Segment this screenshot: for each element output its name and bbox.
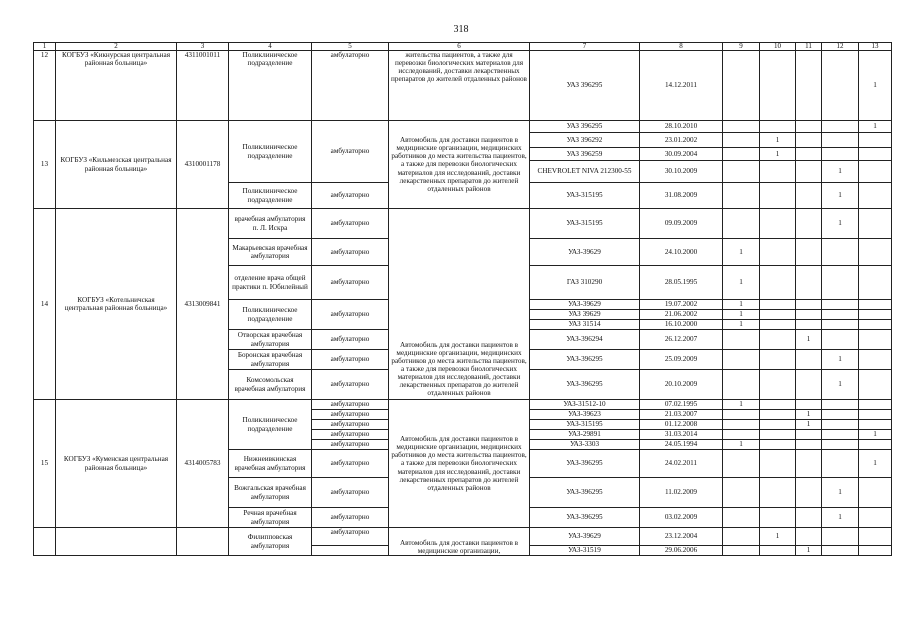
cell xyxy=(723,161,760,183)
cell xyxy=(796,350,822,370)
cell xyxy=(796,450,822,478)
organization-name: КОГБУЗ «Куменская центральная районная больница» xyxy=(56,400,177,528)
department: Вожгальская врачебная амбулатория xyxy=(229,478,312,508)
cell xyxy=(859,209,892,239)
vehicle-model: УАЗ-315195 xyxy=(530,420,640,430)
cell xyxy=(822,420,859,430)
registration-date: 28.05.1995 xyxy=(640,266,723,300)
care-form: амбулаторно xyxy=(312,508,389,528)
cell xyxy=(859,300,892,310)
mark: 1 xyxy=(822,508,859,528)
mark: 1 xyxy=(822,161,859,183)
mark: 1 xyxy=(723,320,760,330)
cell xyxy=(723,370,760,400)
mark: 1 xyxy=(760,148,796,161)
care-form: амбулаторно xyxy=(312,209,389,239)
cell xyxy=(822,440,859,450)
cell xyxy=(723,121,760,133)
department: Поликлиническое подразделение xyxy=(229,400,312,450)
cell xyxy=(859,266,892,300)
cell xyxy=(822,320,859,330)
cell xyxy=(760,330,796,350)
cell xyxy=(859,528,892,546)
care-form: амбулаторно xyxy=(312,410,389,420)
registration-date: 30.10.2009 xyxy=(640,161,723,183)
department: Поликлиническое подразделение xyxy=(229,183,312,209)
registration-date: 30.09.2004 xyxy=(640,148,723,161)
cell xyxy=(796,400,822,410)
vehicle-model: УАЗ-396294 xyxy=(530,330,640,350)
registration-date: 21.06.2002 xyxy=(640,310,723,320)
registration-date: 14.12.2011 xyxy=(640,51,723,121)
registration-date: 16.10.2000 xyxy=(640,320,723,330)
care-form: амбулаторно xyxy=(312,51,389,121)
table-row xyxy=(34,528,892,546)
cell xyxy=(760,320,796,330)
cell xyxy=(760,370,796,400)
mark: 1 xyxy=(822,370,859,400)
cell xyxy=(822,430,859,440)
department: Боронская врачебная амбулатория xyxy=(229,350,312,370)
mark: 1 xyxy=(822,209,859,239)
row-number: 13 xyxy=(34,121,56,209)
vehicle-model: УАЗ-31519 xyxy=(530,546,640,556)
header-cell: 7 xyxy=(530,43,640,51)
vehicle-model: УАЗ 396295 xyxy=(530,121,640,133)
cell xyxy=(723,478,760,508)
vehicle-model: УАЗ-39629 xyxy=(530,239,640,266)
vehicle-model: УАЗ-315195 xyxy=(530,183,640,209)
cell xyxy=(796,310,822,320)
registration-date: 11.02.2009 xyxy=(640,478,723,508)
vehicle-model: УАЗ-3303 xyxy=(530,440,640,450)
care-form: амбулаторно xyxy=(312,330,389,350)
cell xyxy=(859,320,892,330)
header-cell: 12 xyxy=(822,43,859,51)
mark: 1 xyxy=(822,183,859,209)
cell xyxy=(796,183,822,209)
registration-date: 25.09.2009 xyxy=(640,350,723,370)
registration-date: 01.12.2008 xyxy=(640,420,723,430)
header-row xyxy=(34,43,892,51)
care-form: амбулаторно xyxy=(312,239,389,266)
cell xyxy=(796,508,822,528)
registration-date: 09.09.2009 xyxy=(640,209,723,239)
cell xyxy=(822,310,859,320)
mark: 1 xyxy=(859,430,892,440)
cell xyxy=(796,440,822,450)
header-cell: 9 xyxy=(723,43,760,51)
cell xyxy=(723,51,760,121)
department: Отворская врачебная амбулатория xyxy=(229,330,312,350)
vehicle-model: УАЗ-31512-10 xyxy=(530,400,640,410)
cell xyxy=(760,478,796,508)
registration-date: 24.05.1994 xyxy=(640,440,723,450)
registration-date: 19.07.2002 xyxy=(640,300,723,310)
mark: 1 xyxy=(796,410,822,420)
mark: 1 xyxy=(822,478,859,508)
page-number: 318 xyxy=(453,24,469,35)
organization-name: КОГБУЗ «Кильмезская центральная районная больница» xyxy=(56,121,177,209)
cell xyxy=(723,148,760,161)
cell xyxy=(760,440,796,450)
mark: 1 xyxy=(859,121,892,133)
cell xyxy=(760,183,796,209)
cell xyxy=(723,183,760,209)
registration-date: 31.08.2009 xyxy=(640,183,723,209)
organization-name: КОГБУЗ «Котельничская центральная районная больница» xyxy=(56,209,177,400)
cell xyxy=(760,300,796,310)
row-number xyxy=(34,528,56,556)
mark: 1 xyxy=(723,400,760,410)
department: врачебная амбулатория п. Л. Искра xyxy=(229,209,312,239)
registration-date: 21.03.2007 xyxy=(640,410,723,420)
table-row xyxy=(34,209,892,239)
cell xyxy=(822,450,859,478)
registration-date: 28.10.2010 xyxy=(640,121,723,133)
cell xyxy=(796,239,822,266)
care-form: амбулаторно xyxy=(312,528,389,546)
cell xyxy=(760,546,796,556)
cell xyxy=(723,133,760,148)
care-form: амбулаторно xyxy=(312,430,389,440)
registration-date: 24.10.2000 xyxy=(640,239,723,266)
mark: 1 xyxy=(723,310,760,320)
vehicle-model: УАЗ 396295 xyxy=(530,51,640,121)
cell xyxy=(723,450,760,478)
mark: 1 xyxy=(723,300,760,310)
cell xyxy=(859,310,892,320)
vehicle-model: УАЗ 396259 xyxy=(530,148,640,161)
mark: 1 xyxy=(796,546,822,556)
header-cell: 8 xyxy=(640,43,723,51)
mark: 1 xyxy=(796,420,822,430)
row-number: 12 xyxy=(34,51,56,121)
vehicle-registry-table xyxy=(33,42,892,556)
table-row xyxy=(34,51,892,121)
vehicle-purpose: Автомобиль для доставки пациентов в медицинские организации, медицинских работников до места жительства пациентов, а также для перевозки биологических материалов для исследований, доставки лекарственных препаратов до жителей отдаленных районов xyxy=(389,209,530,400)
cell xyxy=(859,478,892,508)
care-form: амбулаторно xyxy=(312,420,389,430)
registration-date: 03.02.2009 xyxy=(640,508,723,528)
cell xyxy=(796,121,822,133)
inn: 4313009841 xyxy=(177,209,229,400)
cell xyxy=(760,161,796,183)
department: Макарьевская врачебная амбулатория xyxy=(229,239,312,266)
cell xyxy=(796,300,822,310)
vehicle-model: УАЗ-39629 xyxy=(530,528,640,546)
cell xyxy=(723,546,760,556)
cell xyxy=(859,148,892,161)
registration-date: 23.01.2002 xyxy=(640,133,723,148)
cell xyxy=(760,239,796,266)
cell xyxy=(723,330,760,350)
vehicle-purpose: Автомобиль для доставки пациентов в медицинские организации, медицинских работников до места жительства пациентов, а также для перевозки биологических материалов для исследований, доставки лекарственных препаратов до жителей отдаленных районов xyxy=(389,400,530,528)
department: Поликлиническое подразделение xyxy=(229,300,312,330)
cell xyxy=(859,183,892,209)
mark: 1 xyxy=(859,450,892,478)
vehicle-model: УАЗ 31514 xyxy=(530,320,640,330)
cell xyxy=(822,300,859,310)
care-form: амбулаторно xyxy=(312,121,389,183)
care-form: амбулаторно xyxy=(312,300,389,330)
mark: 1 xyxy=(796,330,822,350)
cell xyxy=(822,410,859,420)
cell xyxy=(796,266,822,300)
row-number: 15 xyxy=(34,400,56,528)
cell xyxy=(796,370,822,400)
cell xyxy=(822,266,859,300)
cell xyxy=(859,350,892,370)
cell xyxy=(859,508,892,528)
vehicle-model: УАЗ 396292 xyxy=(530,133,640,148)
cell xyxy=(859,370,892,400)
table-row xyxy=(34,121,892,133)
care-form: амбулаторно xyxy=(312,478,389,508)
cell xyxy=(796,161,822,183)
cell xyxy=(822,400,859,410)
cell xyxy=(760,400,796,410)
mark: 1 xyxy=(723,266,760,300)
cell xyxy=(822,239,859,266)
cell xyxy=(859,330,892,350)
care-form xyxy=(312,546,389,556)
cell xyxy=(723,430,760,440)
cell xyxy=(822,148,859,161)
header-cell: 10 xyxy=(760,43,796,51)
cell xyxy=(760,266,796,300)
header-cell: 1 xyxy=(34,43,56,51)
inn: 4314005783 xyxy=(177,400,229,528)
department: Речная врачебная амбулатория xyxy=(229,508,312,528)
care-form: амбулаторно xyxy=(312,370,389,400)
header-cell: 3 xyxy=(177,43,229,51)
cell xyxy=(859,410,892,420)
cell xyxy=(760,310,796,320)
cell xyxy=(796,148,822,161)
header-cell: 4 xyxy=(229,43,312,51)
vehicle-purpose: Автомобиль для доставки пациентов в медицинские организации, xyxy=(389,528,530,556)
cell xyxy=(859,161,892,183)
cell xyxy=(822,546,859,556)
cell xyxy=(723,528,760,546)
registration-date: 31.03.2014 xyxy=(640,430,723,440)
header-cell: 2 xyxy=(56,43,177,51)
care-form: амбулаторно xyxy=(312,266,389,300)
registration-date: 23.12.2004 xyxy=(640,528,723,546)
organization-name xyxy=(56,528,177,556)
registration-date: 29.06.2006 xyxy=(640,546,723,556)
cell xyxy=(796,430,822,440)
cell xyxy=(796,209,822,239)
vehicle-purpose: жительства пациентов, а также для перевозки биологических материалов для исследований, доставки лекарственных препаратов до жителей отдаленных районов xyxy=(389,51,530,121)
cell xyxy=(760,51,796,121)
vehicle-model: УАЗ-396295 xyxy=(530,350,640,370)
cell xyxy=(859,546,892,556)
cell xyxy=(822,121,859,133)
vehicle-model: УАЗ 39629 xyxy=(530,310,640,320)
vehicle-model: УАЗ-396295 xyxy=(530,450,640,478)
header-cell: 13 xyxy=(859,43,892,51)
cell xyxy=(723,209,760,239)
mark: 1 xyxy=(859,51,892,121)
vehicle-purpose: Автомобиль для доставки пациентов в медицинские организации, медицинских работников до места жительства пациентов, а также для перевозки биологических материалов для исследований, доставки лекарственных препаратов до жителей отдаленных районов xyxy=(389,121,530,209)
vehicle-model: УАЗ-315195 xyxy=(530,209,640,239)
cell xyxy=(760,420,796,430)
cell xyxy=(859,239,892,266)
cell xyxy=(723,420,760,430)
mark: 1 xyxy=(822,350,859,370)
department: Поликлиническое подразделение xyxy=(229,121,312,183)
mark: 1 xyxy=(760,133,796,148)
cell xyxy=(760,209,796,239)
cell xyxy=(760,350,796,370)
cell xyxy=(723,508,760,528)
cell xyxy=(760,508,796,528)
cell xyxy=(796,51,822,121)
mark: 1 xyxy=(723,239,760,266)
vehicle-model: УАЗ-29891 xyxy=(530,430,640,440)
vehicle-model: ГАЗ 310290 xyxy=(530,266,640,300)
department: Нижнеивкинская врачебная амбулатория xyxy=(229,450,312,478)
department: Комсомольская врачебная амбулатория xyxy=(229,370,312,400)
cell xyxy=(760,410,796,420)
cell xyxy=(822,133,859,148)
header-cell: 6 xyxy=(389,43,530,51)
row-number: 14 xyxy=(34,209,56,400)
vehicle-model: УАЗ-39623 xyxy=(530,410,640,420)
cell xyxy=(859,440,892,450)
organization-name: КОГБУЗ «Кикнурская центральная районная больница» xyxy=(56,51,177,121)
vehicle-model: CHEVROLET NIVA 212300-55 xyxy=(530,161,640,183)
vehicle-model: УАЗ-396295 xyxy=(530,478,640,508)
cell xyxy=(859,133,892,148)
cell xyxy=(796,478,822,508)
mark: 1 xyxy=(760,528,796,546)
cell xyxy=(760,450,796,478)
cell xyxy=(796,320,822,330)
table-row xyxy=(34,400,892,410)
header-cell: 11 xyxy=(796,43,822,51)
vehicle-model: УАЗ-396295 xyxy=(530,508,640,528)
care-form: амбулаторно xyxy=(312,350,389,370)
care-form: амбулаторно xyxy=(312,450,389,478)
inn: 4311001011 xyxy=(177,51,229,121)
care-form: амбулаторно xyxy=(312,440,389,450)
header-cell: 5 xyxy=(312,43,389,51)
vehicle-model: УАЗ-39629 xyxy=(530,300,640,310)
registration-date: 07.02.1995 xyxy=(640,400,723,410)
cell xyxy=(859,420,892,430)
cell xyxy=(822,330,859,350)
department: отделение врача общей практики п. Юбилейный xyxy=(229,266,312,300)
department: Филипповская амбулатория xyxy=(229,528,312,556)
inn xyxy=(177,528,229,556)
inn: 4310001178 xyxy=(177,121,229,209)
registration-date: 20.10.2009 xyxy=(640,370,723,400)
cell xyxy=(796,528,822,546)
department: Поликлиническое подразделение xyxy=(229,51,312,121)
registration-date: 26.12.2007 xyxy=(640,330,723,350)
care-form: амбулаторно xyxy=(312,183,389,209)
cell xyxy=(723,350,760,370)
registration-date: 24.02.2011 xyxy=(640,450,723,478)
cell xyxy=(723,410,760,420)
cell xyxy=(822,51,859,121)
vehicle-model: УАЗ-396295 xyxy=(530,370,640,400)
cell xyxy=(859,400,892,410)
mark: 1 xyxy=(723,440,760,450)
care-form: амбулаторно xyxy=(312,400,389,410)
cell xyxy=(760,121,796,133)
cell xyxy=(822,528,859,546)
cell xyxy=(760,430,796,440)
cell xyxy=(796,133,822,148)
